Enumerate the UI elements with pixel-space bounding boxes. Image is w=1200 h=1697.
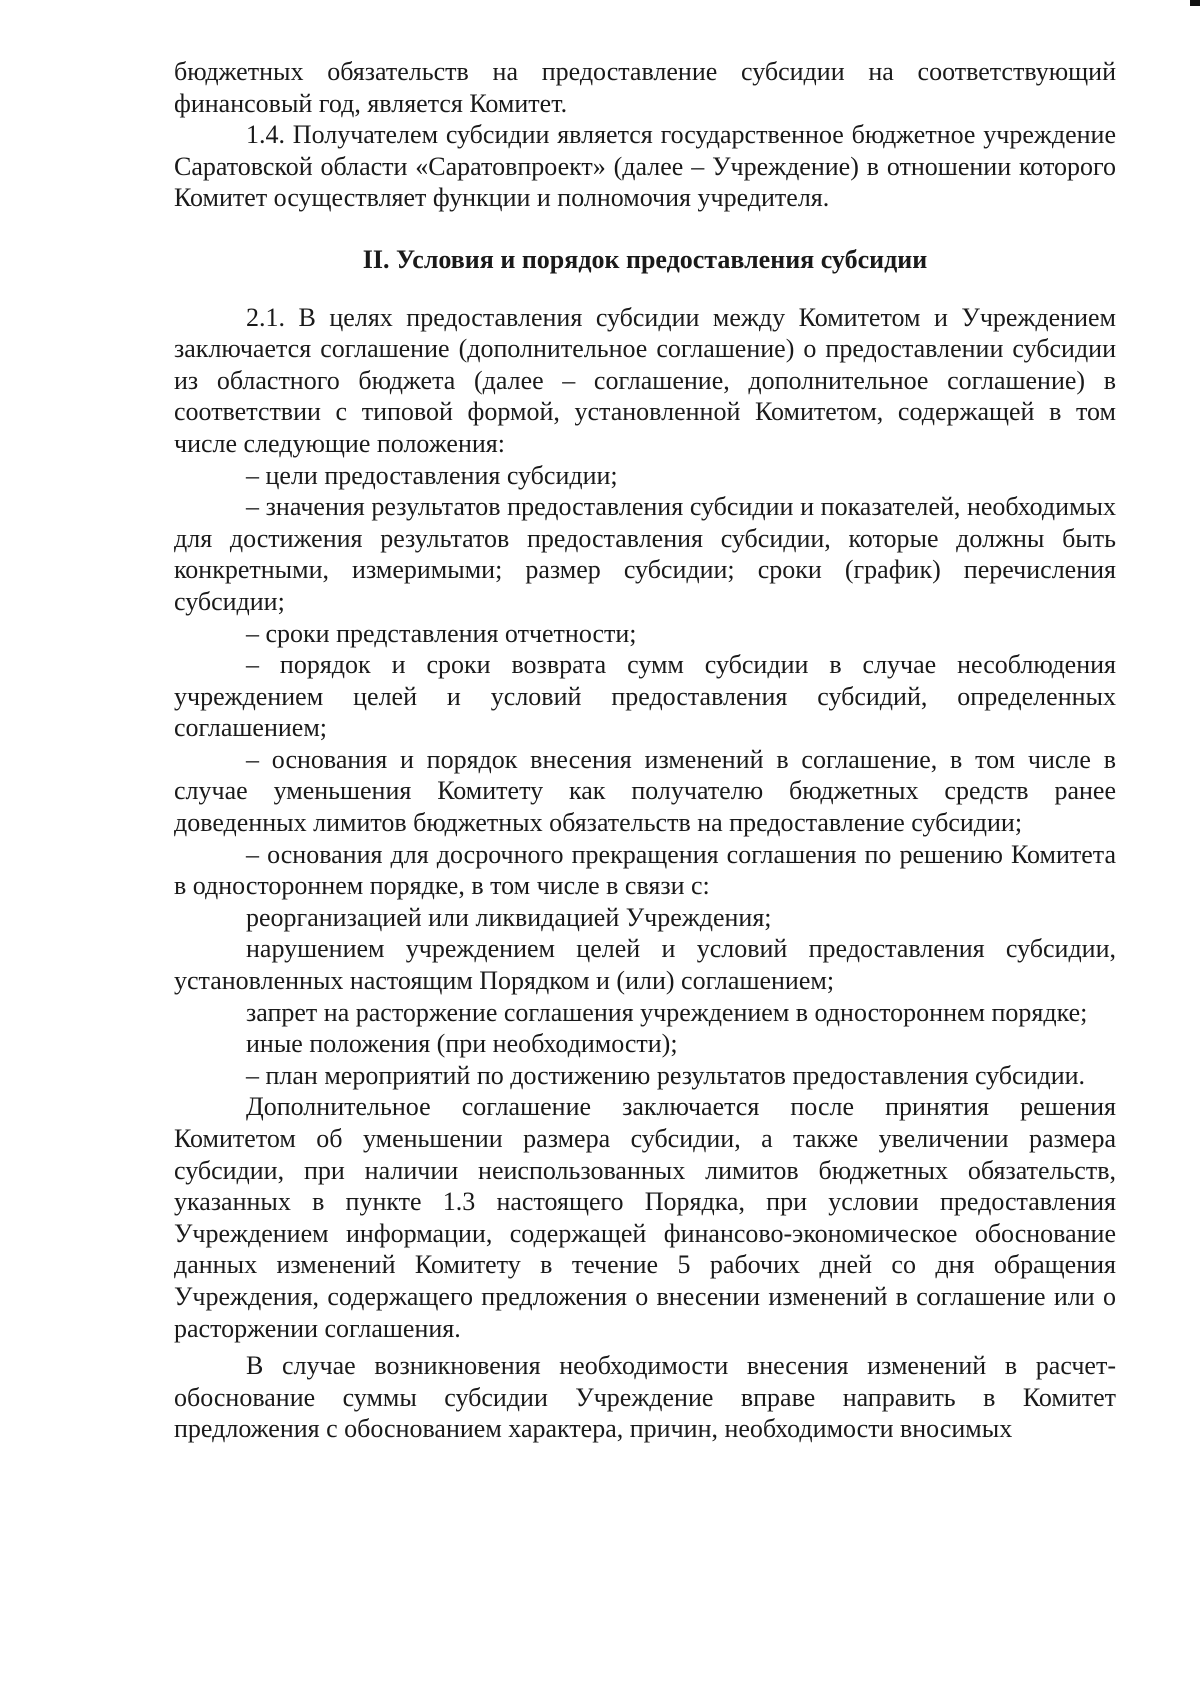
- list-item: иные положения (при необходимости);: [246, 1029, 678, 1059]
- list-item: – порядок и сроки возврата сумм субсидии в случае несоблюдения учреждением целей и условий предоставления субсидий, определенных соглашением;: [174, 650, 1116, 743]
- scan-corner-mark: [1190, 0, 1200, 6]
- list-item: – сроки представления отчетности;: [246, 618, 637, 648]
- paragraph-calculation-changes: В случае возникновения необходимости внесения изменений в расчет-обоснование суммы субсидии Учреждение вправе направить в Комитет предложения с обоснованием характера, причин, необходимости вносимых: [174, 1351, 1116, 1444]
- paragraph-continuation: бюджетных обязательств на предоставление субсидии на соответствующий финансовый год, является Комитет.: [174, 57, 1116, 118]
- list-item: запрет на расторжение соглашения учреждением в одностороннем порядке;: [246, 997, 1088, 1027]
- list-item: – основания и порядок внесения изменений в соглашение, в том числе в случае уменьшения Комитету как получателю бюджетных средств ранее доведенных лимитов бюджетных обязательств на предоставление субсидии;: [174, 744, 1116, 838]
- list-item: – значения результатов предоставления субсидии и показателей, необходимых для достижения результатов предоставления субсидии, которые должны быть конкретными, измеримыми; размер субсидии; сроки (график) перечисления субсидии;: [174, 492, 1116, 616]
- section-heading: II. Условия и порядок предоставления субсидии: [362, 244, 928, 274]
- paragraph-1-4: 1.4. Получателем субсидии является государственное бюджетное учреждение Саратовской области «Саратовпроект» (далее – Учреждение) в отношении которого Комитет осуществляет функции и полномочия учредителя.: [174, 120, 1116, 213]
- list-item: – план мероприятий по достижению результатов предоставления субсидии.: [246, 1060, 1086, 1090]
- paragraph-additional-agreement: Дополнительное соглашение заключается после принятия решения Комитетом об уменьшении размера субсидии, а также увеличении размера субсидии, при наличии неиспользованных лимитов бюджетных обязательств, указанных в пункте 1.3 настоящего Порядка, при условии предоставления Учреждением информации, содержащей финансово-экономическое обоснование данных изменений Комитету в течение 5 рабочих дней со дня обращения Учреждения, содержащего предложения о внесении изменений в соглашение или о расторжении соглашения.: [174, 1092, 1116, 1343]
- list-item: – основания для досрочного прекращения соглашения по решению Комитета в одностороннем порядке, в том числе в связи с:: [174, 839, 1116, 901]
- paragraph-2-1: 2.1. В целях предоставления субсидии между Комитетом и Учреждением заключается соглашение (дополнительное соглашение) о предоставлении субсидии из областного бюджета (далее – соглашение, дополнительное соглашение) в соответствии с типовой формой, установленной Комитетом, содержащей в том числе следующие положения:: [174, 302, 1116, 458]
- list-item: реорганизацией или ликвидацией Учреждения;: [246, 902, 772, 932]
- document-page: [174, 56, 1116, 1445]
- list-item: нарушением учреждением целей и условий предоставления субсидии, установленных настоящим Порядком и (или) соглашением;: [174, 934, 1116, 996]
- list-item: – цели предоставления субсидии;: [246, 460, 618, 490]
